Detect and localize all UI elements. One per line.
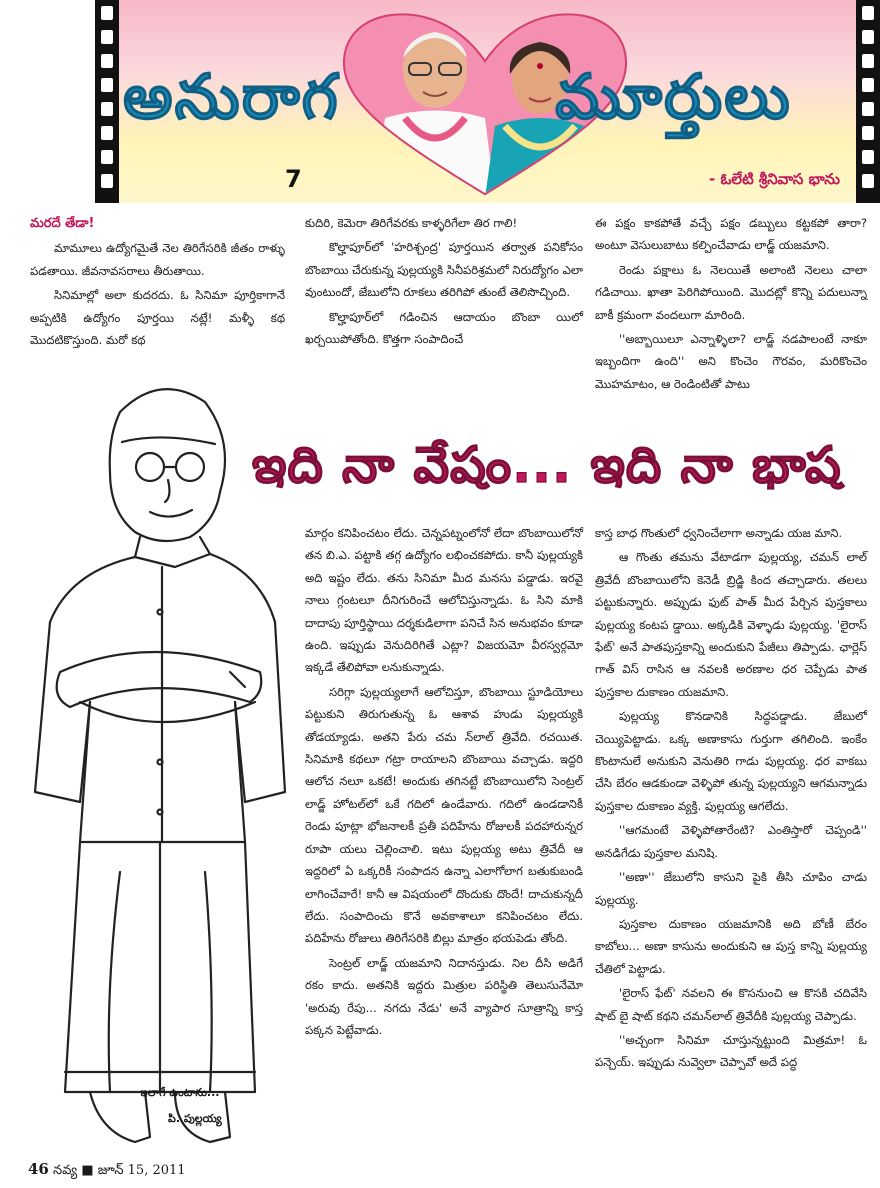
column-3 bbox=[595, 212, 867, 397]
footer-separator: ■ bbox=[81, 1163, 94, 1178]
paragraph: కుదిరి, కెమెరా తిరిగేవరకు కాళ్ళరిగేలా తిర గాలి! bbox=[305, 216, 518, 230]
column-2 bbox=[305, 212, 583, 352]
paragraph: కొల్హాపూర్‌లో 'హరిశ్చంద్ర' పూర్తయిన తర్వాత పనికోసం బొంబాయి చేరుకున్న పుల్లయ్యకి సినీపరిశ్రమలో నిరుద్యోగం ఎలా వుంటుందో, జేబులోని రూకలు తరిగిపో తుంటే తెలిసొచ్చింది. bbox=[305, 240, 583, 300]
paragraph: రెండు పక్షాలు ఓ నెలయితే అలాంటి నెలలు చాలా గడిచాయి. ఖాతా పెరిగిపోయింది. మొదట్లో కొన్ని పదులున్నా బాకీ క్రమంగా వందలుగా మారింది. bbox=[595, 262, 867, 322]
title-right: మూర్తులు bbox=[555, 60, 792, 133]
paragraph: 'లైరాస్ ఫేట్' నవలని ఈ కొసనుంచి ఆ కొసకి చదివేసి షాట్ బై షాట్ కథని చమన్‌లాల్ త్రివేదీకి పుల్లయ్య చెప్పాడు. bbox=[595, 986, 867, 1023]
caricature-illustration bbox=[10, 372, 300, 1172]
page-number: 46 bbox=[28, 1160, 49, 1178]
paragraph: ''అచ్చంగా సినిమా చూస్తున్నట్టుంది మిత్రమా! ఓ పన్చెయ్. ఇప్పుడు నువ్వెలా చెప్పావో అదే పద్ధ bbox=[595, 1032, 867, 1070]
paragraph: మార్గం కనిపించటం లేదు. చెన్నపట్నంలోనో లేదా బొంబాయిలోనో తన బి.ఎ. పట్టాకి తగ్గ ఉద్యోగం లభించకపోదు. కానీ పుల్లయ్యకి అది ఇష్టం లేదు. తను సినిమా మీద మనసు పడ్డాడు. ఇరవై నాలు గ్గంటలూ దీనిగురించే ఆలోచిస్తున్నాడు. ఓ సిని మాకి దాదాపు పూర్తిస్థాయి దర్శకుడిలాగా పనిచే సిన అనుభవం కూడా ఉంది. ఇప్పుడు వెనుదిరిగితే ఎట్లా? విజయమో వీరస్వర్గమో ఇక్కడే తేలిపోవా లనుకున్నాడు. bbox=[305, 526, 583, 675]
issue-date: జూన్ 15, 2011 bbox=[97, 1163, 186, 1178]
header-banner bbox=[95, 0, 880, 203]
paragraph: ''ఆగమంటే వెళ్ళిపోతారేంటి? ఎంతిస్తారో చెప్పండి'' అనడిగేడు పుస్తకాల మనిషి. bbox=[595, 823, 867, 860]
paragraph: ఆ గొంతు తమను వేటాడగా పుల్లయ్య, చమన్ లాల్ త్రివేదీ బొంబాయిలోని కెనెడీ బ్రిడ్జి కింద తచ్చాడారు. తలలు పట్టుకున్నారు. అప్పుడు ఫుట్ పాత్ మీద పేర్చిన పుస్తకాలు పుల్లయ్య కంటప డ్డాయి. అక్కడికి వెళ్ళాడు పుల్లయ్య. 'లైరాస్ ఫేట్' అనే పాతపుస్తకాన్ని అందుకుని పేజీలు తిప్పాడు. ఛార్లెస్ గాత్ విస్ రాసిన ఆ నవలకి అరణాల ధర చెప్పేడు పాత పుస్తకాల దుకాణం యజమాని. bbox=[595, 550, 867, 699]
paragraph: సినిమాల్లో అలా కుదరదు. ఓ సినిమా పూర్తికాగానే అప్పటికి ఉద్యోగం పూర్తయి నట్లే! మళ్ళీ కథ మొదటికొస్తుంది. మరో కథ bbox=[30, 288, 285, 348]
section-subheading: ఇది నా వేషం... ఇది నా భాష bbox=[252, 436, 842, 494]
paragraph: ''అణా'' జేబులోని కాసుని పైకి తీసి చూపిం చాడు పుల్లయ్య. bbox=[595, 870, 867, 907]
paragraph: సరిగ్గా పుల్లయ్యలాగే ఆలోచిస్తూ, బొంబాయి స్టూడియోలు పట్టుకుని తిరుగుతున్న ఓ ఆశావ హుడు పుల్లయ్యకి తోడయ్యాడు. అతని పేరు చమ న్‌లాల్ త్రివేది. రచయిత. సినిమాకి కథలూ గట్రా రాయాలని బొంబాయి వచ్చాడు. ఇద్దరి ఆలోచ నలూ ఒకటే! అందుకు తగినట్టే బొంబాయిలోని సెంట్రల్ లాడ్జ్ హోటల్‌లో ఒకే గదిలో ఉండేవారు. గదిలో ఉండడానికీ రెండు పూట్లా భోజనాలకీ ప్రతీ పదిహేను రోజులకీ పదహారున్నర రూపా యలు చెల్లించాలి. ఇటు పుల్లయ్య అటు త్రివేదీ ఆ ఇద్దరిలో ఏ ఒక్కరికీ సంపాదన ఉన్నా ఎలాగోలాగ బతుకుబండి లాగించేవారే! కానీ ఆ విషయంలో దొందుకు దొందే! దాచుకున్నదీ లేదు. సంపాదించు కొనే అవకాశాలూ కనిపించటం లేదు. పదిహేను రోజులు తిరిగేసరికి బిల్లు మాత్రం భయపెడు తోంది. bbox=[305, 684, 583, 946]
paragraph: మామూలు ఉద్యోగమైతే నెల తిరిగేసరికి జీతం రాళ్ళు పడతాయి. జీవనావసరాలు తీరుతాయి. bbox=[30, 241, 285, 278]
author-byline: - ఓలేటి శ్రీనివాస భాను bbox=[709, 170, 840, 188]
paragraph: పుస్తకాల దుకాణం యజమానికి అది బోణీ బేరం కాబోలు... అణా కాసును అందుకుని ఆ పుస్త కాన్ని పుల్లయ్య చేతిలో పెట్టాడు. bbox=[595, 916, 867, 976]
illustration-caption-line1: ఇలాగే ఉంటాను... bbox=[140, 1086, 220, 1099]
paragraph: పుల్లయ్య కొనడానికి సిద్ధపడ్డాడు. జేబులో చెయ్యిపెట్టాడు. ఒక్క అణాకాసు గుర్తుగా తగిలింది. ఇంకేం కొంటానులే అనుకుని వెనుతిరి గాడు పుల్లయ్య. ధర వాకబు చేసి బేరం ఆడకుండా వెళ్ళిపో తున్న పుల్లయ్యని ఆగమన్నాడు పుస్తకాల దుకాణం వ్యక్తి. పుల్లయ్య ఆగలేదు. bbox=[595, 709, 867, 813]
section-heading: మరదే తేడా! bbox=[30, 216, 95, 231]
paragraph: కొల్హాపూర్‌లో గడించిన ఆదాయం బొంబా యిలో ఖర్చయిపోతోంది. కొత్తగా సంపాదించే bbox=[305, 309, 583, 347]
title-left: అనురాగ bbox=[123, 60, 340, 133]
episode-number: 7 bbox=[285, 165, 302, 193]
paragraph: ఈ పక్షం కాకపోతే వచ్చే పక్షం డబ్బులు కట్టకపో తారా? అంటూ వెసులుబాటు కల్పించేవాడు లాడ్జ్ యజమాని. bbox=[595, 216, 867, 253]
magazine-name: నవ్య bbox=[53, 1163, 78, 1178]
column-4 bbox=[305, 522, 583, 1043]
column-1 bbox=[30, 212, 285, 353]
column-5 bbox=[595, 522, 867, 1076]
page-footer bbox=[28, 1160, 186, 1181]
paragraph: కాస్త బాధ గొంతులో ధ్వనించేలాగా అన్నాడు యజ మాని. bbox=[595, 526, 843, 540]
illustration-caption-line2: పి. పుల్లయ్య bbox=[168, 1112, 222, 1125]
film-strip-left bbox=[95, 0, 119, 203]
film-strip-right bbox=[856, 0, 880, 203]
paragraph: ''అబ్బాయిలూ ఎన్నాళ్ళిలా? లాడ్జ్ నడపాలంటే నాకూ ఇబ్బందిగా ఉంది'' అని కొంచెం గౌరవం, మరికొంచెం మొహమాటం, ఆ రెండింటితో పాటు bbox=[595, 332, 867, 391]
paragraph: సెంట్రల్ లాడ్జ్ యజమాని నిదానస్తుడు. నిల దీసి అడిగే రకం కాదు. అతనికి ఇద్దరు మిత్రుల పరిస్థితి తెలుసునేమో 'అరువు రేపు... నగదు నేడు' అనే వ్యాపార సూత్రాన్ని కాస్త పక్కన పెట్టేవాడు. bbox=[305, 955, 583, 1037]
